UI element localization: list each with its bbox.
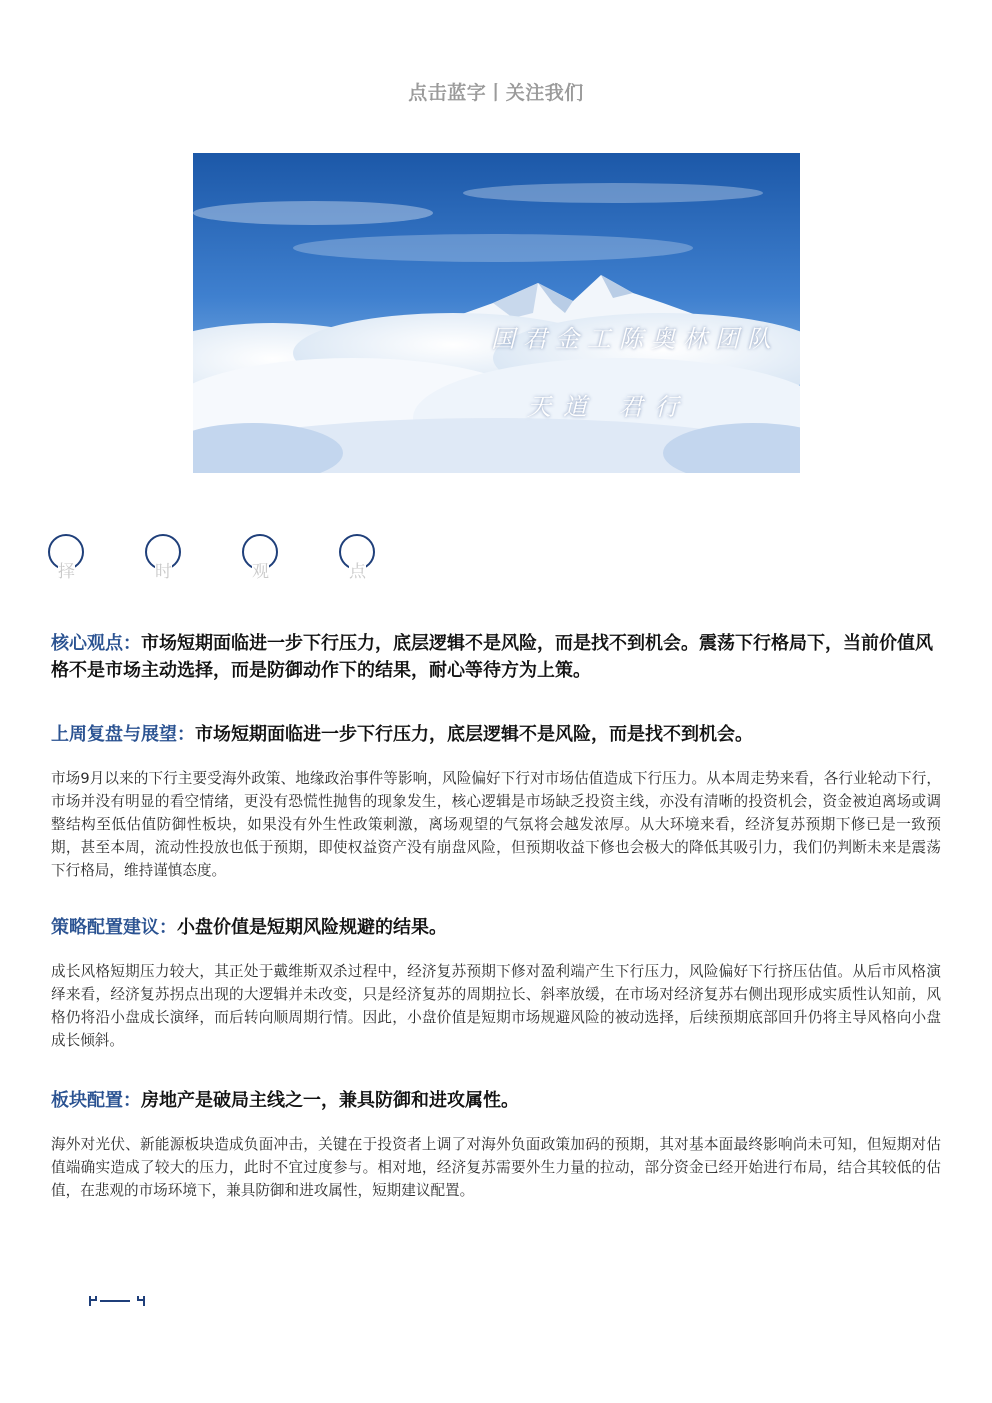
weekly-review-section <box>51 721 941 882</box>
footer-divider-ornament <box>88 1292 148 1310</box>
banner-image <box>193 153 800 473</box>
circle-char: 时 <box>155 562 172 582</box>
section-title-circles <box>48 534 448 584</box>
sector-heading <box>51 1087 941 1114</box>
circle-item-2 <box>145 534 181 584</box>
sector-section <box>51 1087 941 1202</box>
weekly-review-headline: 市场短期面临进一步下行压力，底层逻辑不是风险，而是找不到机会。 <box>195 724 753 745</box>
banner-subtitle: 天道 君行 <box>527 393 691 421</box>
core-view-section <box>51 630 941 684</box>
sector-body: 海外对光伏、新能源板块造成负面冲击，关键在于投资者上调了对海外负面政策加码的预期，其对基本面最终影响尚未可知，但短期对估值端确实造成了较大的压力，此时不宜过度参与。相对地，经济复苏需要外生力量的拉动，部分资金已经开始进行布局，结合其较低的估值，在悲观的市场环境下，兼具防御和进攻属性，短期建议配置。 <box>51 1136 941 1199</box>
strategy-section <box>51 914 941 1052</box>
banner-title: 国君金工陈奥林团队 <box>491 325 779 353</box>
circle-char: 点 <box>349 562 366 582</box>
circle-char: 观 <box>252 562 269 582</box>
circle-item-4 <box>339 534 375 584</box>
sector-label: 板块配置： <box>51 1090 141 1111</box>
core-view-label: 核心观点： <box>51 633 141 654</box>
sector-headline: 房地产是破局主线之一，兼具防御和进攻属性。 <box>141 1090 519 1111</box>
weekly-review-body: 市场9月以来的下行主要受海外政策、地缘政治事件等影响，风险偏好下行对市场估值造成下行压力。从本周走势来看，各行业轮动下行，市场并没有明显的看空情绪，更没有恐慌性抛售的现象发生，核心逻辑是市场缺乏投资主线，亦没有清晰的投资机会，资金被迫离场或调整结构至低估值防御性板块，如果没有外生性政策刺激，离场观望的气氛将会越发浓厚。从大环境来看，经济复苏预期下修已是一致预期，甚至本周，流动性投放也低于预期，即使权益资产没有崩盘风险，但预期收益下修也会极大的降低其吸引力，我们仍判断未来是震荡下行格局，维持谨慎态度。 <box>51 770 941 879</box>
weekly-review-label: 上周复盘与展望： <box>51 724 195 745</box>
follow-us-link[interactable]: 点击蓝字丨关注我们 <box>408 82 584 104</box>
core-view-headline: 市场短期面临进一步下行压力，底层逻辑不是风险，而是找不到机会。震荡下行格局下，当前价值风格不是市场主动选择，而是防御动作下的结果，耐心等待方为上策。 <box>51 633 933 681</box>
weekly-review-heading <box>51 721 941 748</box>
strategy-heading <box>51 914 941 941</box>
ornament-icon <box>88 1292 148 1310</box>
circle-char: 择 <box>58 562 75 582</box>
circle-item-3 <box>242 534 278 584</box>
strategy-label: 策略配置建议： <box>51 917 177 938</box>
strategy-headline: 小盘价值是短期风险规避的结果。 <box>177 917 447 938</box>
strategy-body: 成长风格短期压力较大，其正处于戴维斯双杀过程中，经济复苏预期下修对盈利端产生下行压力，风险偏好下行挤压估值。从后市风格演绎来看，经济复苏拐点出现的大逻辑并未改变，只是经济复苏的周期拉长、斜率放缓，在市场对经济复苏右侧出现形成实质性认知前，风格仍将沿小盘成长演绎，而后转向顺周期行情。因此，小盘价值是短期市场规避风险的被动选择，后续预期底部回升仍将主导风格向小盘成长倾斜。 <box>51 963 941 1049</box>
circle-item-1 <box>48 534 84 584</box>
core-view-heading <box>51 630 941 684</box>
mountain-cloud-illustration <box>193 153 800 473</box>
